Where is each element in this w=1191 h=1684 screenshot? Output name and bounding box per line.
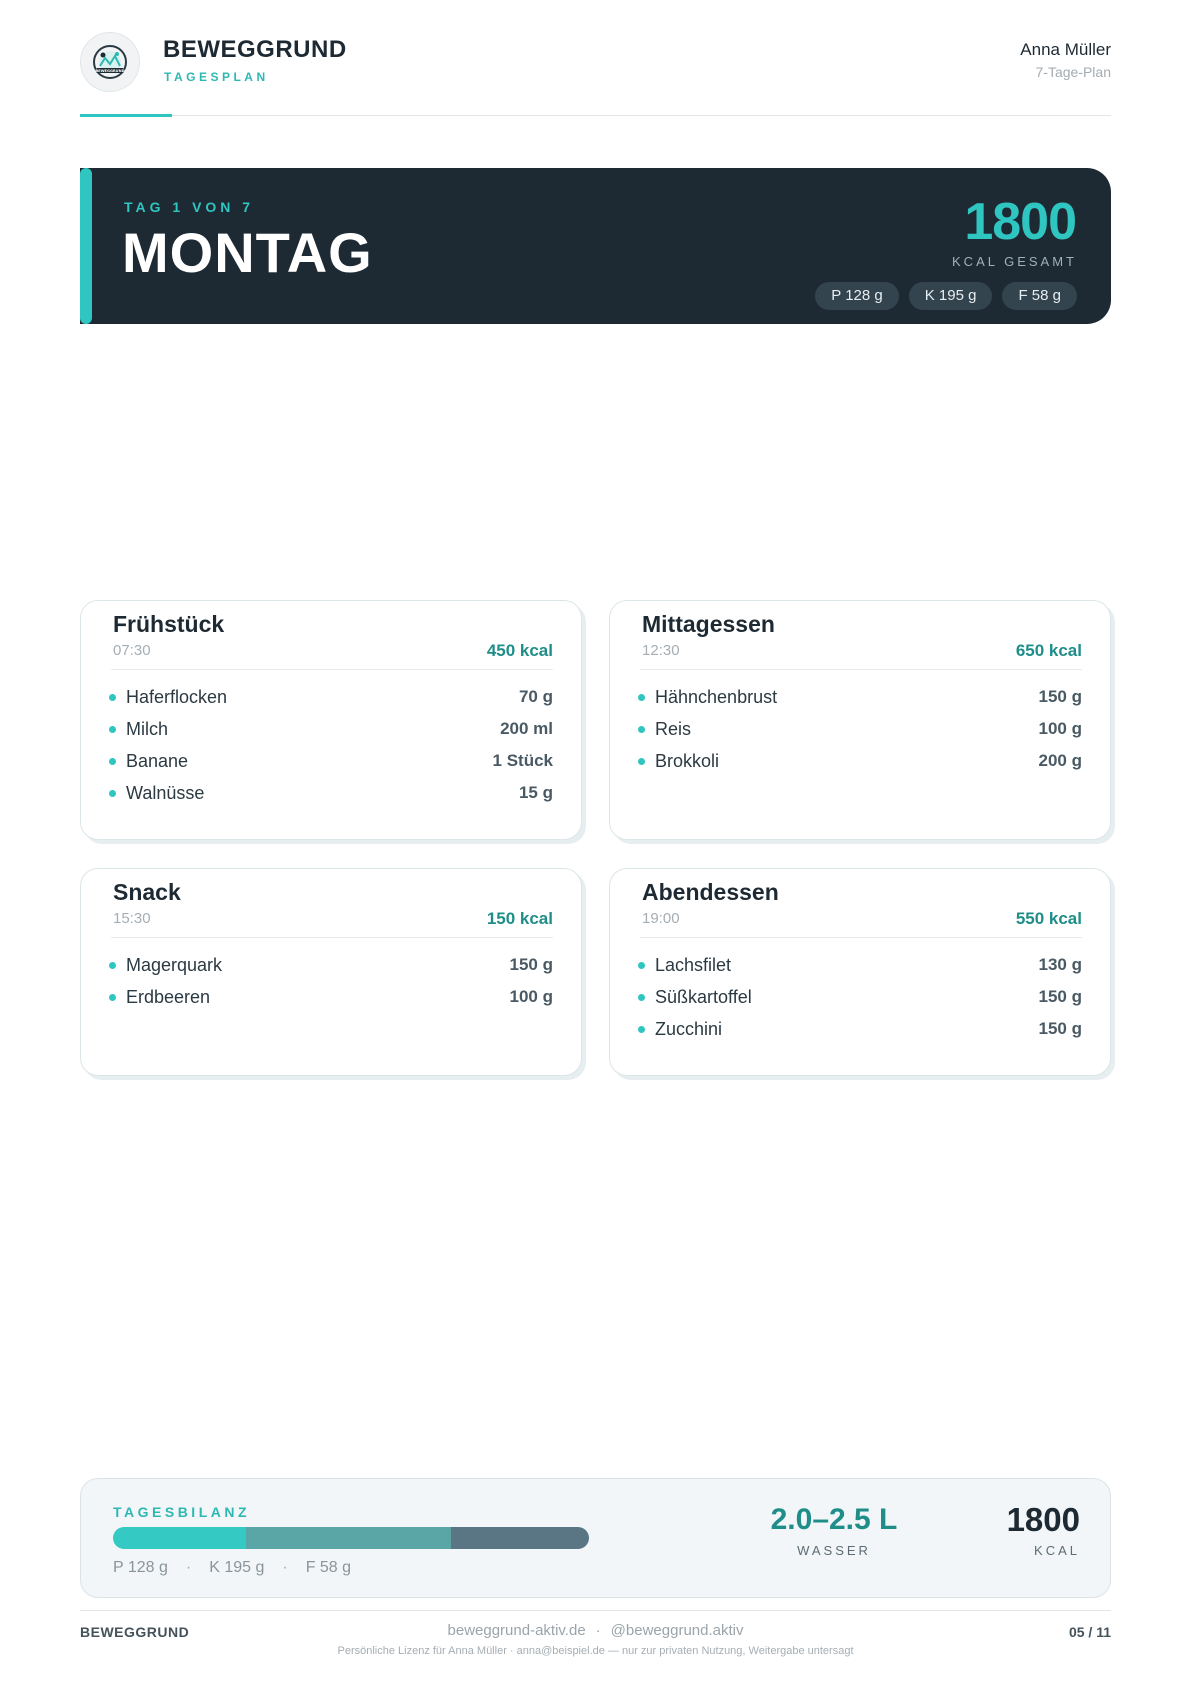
document-type: TAGESPLAN	[164, 70, 269, 84]
macro-bar	[113, 1527, 589, 1549]
summary-kcal-label: KCAL	[1034, 1543, 1080, 1558]
brand-name: BEWEGGRUND	[163, 36, 347, 63]
meal-divider	[111, 937, 553, 938]
meal-time: 07:30	[113, 642, 151, 659]
ingredient-quantity: 200 ml	[500, 719, 553, 738]
bullet-icon	[109, 726, 116, 733]
ingredient-item	[638, 1013, 1082, 1045]
bullet-icon	[638, 1026, 645, 1033]
ingredient-name: Erdbeeren	[126, 986, 211, 1007]
summary-kcal-value: 1800	[1006, 1501, 1080, 1538]
ingredient-item	[109, 681, 553, 713]
meal-card-fruehstueck	[80, 600, 582, 840]
summary-protein: P 128 g	[113, 1559, 168, 1576]
ingredient-list	[638, 949, 1082, 1045]
meal-card-mittagessen	[609, 600, 1111, 840]
day-banner-accent	[80, 168, 92, 324]
ingredient-name: Banane	[126, 750, 189, 771]
footer-divider	[80, 1610, 1111, 1611]
plan-name: 7-Tage-Plan	[1035, 64, 1111, 80]
website-link[interactable]: beweggrund-aktiv.de	[447, 1622, 586, 1639]
ingredient-item	[638, 949, 1082, 981]
summary-fat: F 58 g	[305, 1559, 352, 1576]
ingredient-item	[638, 745, 1082, 777]
bullet-icon	[109, 994, 116, 1001]
ingredient-name: Brokkoli	[655, 750, 720, 771]
bullet-icon	[638, 994, 645, 1001]
macro-pills	[815, 282, 1077, 310]
ingredient-name: Magerquark	[126, 954, 223, 975]
ingredient-name: Walnüsse	[126, 782, 205, 803]
page-number: 05 / 11	[1068, 1624, 1111, 1640]
ingredient-name: Hähnchenbrust	[655, 686, 778, 707]
ingredient-name: Lachsfilet	[655, 954, 732, 975]
ingredient-item	[638, 713, 1082, 745]
fat-bar-segment	[451, 1527, 589, 1549]
ingredient-list	[109, 681, 553, 809]
day-name: MONTAG	[122, 221, 373, 284]
ingredient-quantity: 150 g	[1038, 1019, 1082, 1038]
meal-title: Abendessen	[642, 879, 779, 905]
fat-pill: F 58 g	[1002, 282, 1077, 310]
ingredient-quantity: 1 Stück	[492, 751, 553, 770]
bullet-icon	[109, 790, 116, 797]
ingredient-name: Haferflocken	[126, 686, 228, 707]
carbs-pill: K 195 g	[909, 282, 993, 310]
meal-kcal: 450 kcal	[486, 641, 553, 660]
day-kcal-total: 1800	[964, 193, 1076, 251]
protein-bar-segment	[113, 1527, 246, 1549]
ingredient-item	[109, 745, 553, 777]
header-accent-bar	[80, 114, 172, 117]
bullet-icon	[638, 962, 645, 969]
ingredient-item	[109, 981, 553, 1013]
day-counter: TAG 1 VON 7	[124, 199, 255, 215]
meal-title: Frühstück	[113, 611, 225, 637]
ingredient-list	[109, 949, 553, 1013]
ingredient-quantity: 200 g	[1038, 751, 1082, 770]
water-label: WASSER	[797, 1543, 871, 1558]
social-link[interactable]: @beweggrund.aktiv	[610, 1622, 744, 1639]
bullet-icon	[638, 694, 645, 701]
license-notice: Persönliche Lizenz für Anna Müller · anna@beispiel.de — nur zur privaten Nutzung, Weitergabe untersagt	[337, 1645, 854, 1657]
ingredient-list	[638, 681, 1082, 777]
ingredient-quantity: 150 g	[1038, 687, 1082, 706]
ingredient-quantity: 130 g	[1038, 955, 1082, 974]
ingredient-name: Reis	[655, 718, 692, 739]
ingredient-quantity: 100 g	[1038, 719, 1082, 738]
user-name: Anna Müller	[1020, 40, 1111, 59]
ingredient-quantity: 100 g	[509, 987, 553, 1006]
ingredient-quantity: 70 g	[518, 687, 553, 706]
macro-separator: ·	[185, 1559, 192, 1576]
meal-kcal: 150 kcal	[486, 909, 553, 928]
macro-separator: ·	[282, 1559, 288, 1576]
day-kcal-label: KCAL GESAMT	[952, 254, 1077, 269]
footer-brand: BEWEGGRUND	[80, 1624, 190, 1640]
logo-icon	[88, 40, 132, 84]
meal-card-snack	[80, 868, 582, 1076]
ingredient-quantity: 15 g	[518, 783, 553, 802]
meal-card-abendessen	[609, 868, 1111, 1076]
bullet-icon	[109, 694, 116, 701]
meal-kcal: 550 kcal	[1015, 909, 1082, 928]
bullet-icon	[109, 962, 116, 969]
bullet-icon	[638, 726, 645, 733]
carbs-bar-segment	[246, 1527, 451, 1549]
brand-logo	[80, 32, 140, 92]
footer-separator: ·	[595, 1622, 601, 1639]
header-divider	[80, 115, 1111, 116]
water-value: 2.0–2.5 L	[770, 1503, 898, 1536]
meal-kcal: 650 kcal	[1015, 641, 1082, 660]
ingredient-name: Süßkartoffel	[655, 986, 752, 1007]
ingredient-item	[638, 981, 1082, 1013]
meal-title: Snack	[113, 879, 181, 905]
svg-text:BEWEGGRUND: BEWEGGRUND	[95, 69, 125, 73]
meal-title: Mittagessen	[642, 611, 775, 637]
footer-links	[0, 1622, 1191, 1639]
ingredient-quantity: 150 g	[1038, 987, 1082, 1006]
bullet-icon	[638, 758, 645, 765]
protein-pill: P 128 g	[815, 282, 898, 310]
ingredient-item	[638, 681, 1082, 713]
bullet-icon	[109, 758, 116, 765]
ingredient-name: Zucchini	[655, 1018, 723, 1039]
meal-time: 12:30	[642, 642, 680, 659]
meal-time: 19:00	[642, 910, 680, 927]
meal-divider	[111, 669, 553, 670]
summary-carbs: K 195 g	[209, 1559, 265, 1576]
daily-summary	[80, 1478, 1111, 1598]
ingredient-quantity: 150 g	[509, 955, 553, 974]
ingredient-name: Milch	[126, 718, 169, 739]
summary-label: TAGESBILANZ	[113, 1504, 251, 1520]
summary-macros	[113, 1559, 351, 1577]
ingredient-item	[109, 949, 553, 981]
meal-divider	[640, 937, 1082, 938]
ingredient-item	[109, 777, 553, 809]
meal-divider	[640, 669, 1082, 670]
meal-time: 15:30	[113, 910, 151, 927]
ingredient-item	[109, 713, 553, 745]
